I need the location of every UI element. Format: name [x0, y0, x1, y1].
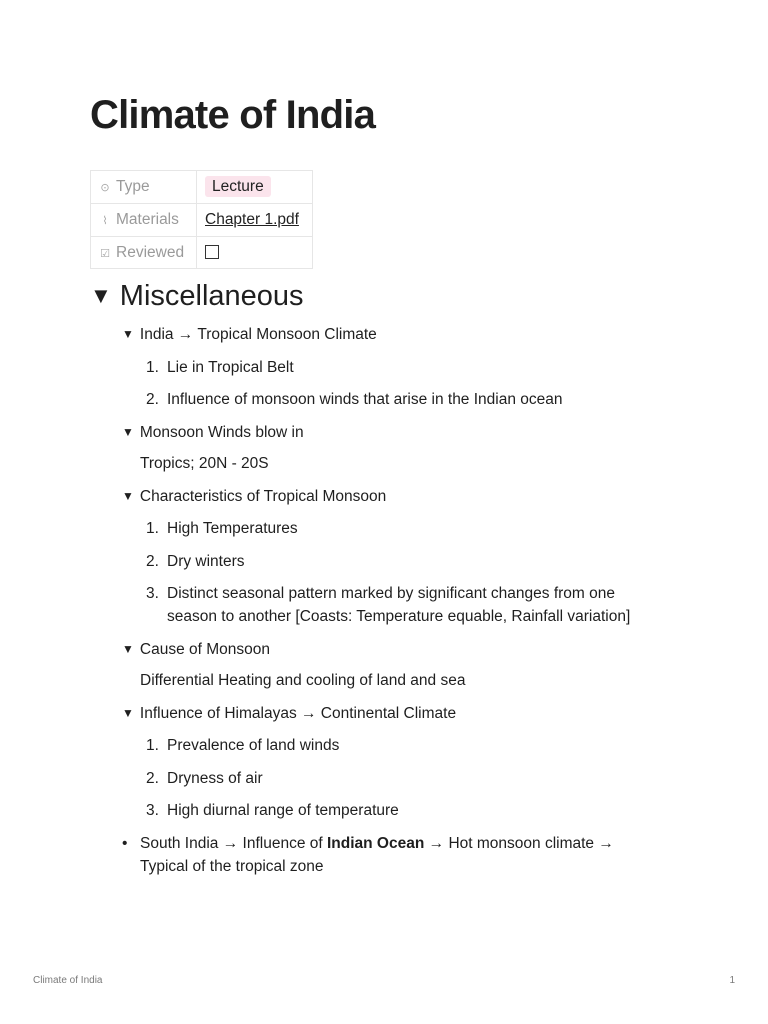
- checkbox-icon: ☑: [100, 247, 110, 260]
- toggle-item[interactable]: [122, 702, 456, 726]
- toggle-label: Monsoon Winds blow in: [139, 424, 304, 441]
- list-item-text: Influence of monsoon winds that arise in the Indian ocean: [167, 391, 563, 408]
- toggle-item[interactable]: [122, 485, 386, 509]
- toggle-item[interactable]: [122, 323, 377, 347]
- type-icon: ⊙: [100, 182, 110, 194]
- list-item-text: Distinct seasonal pattern marked by significant changes from one season to another [Coasts: Temperature equable, Rainfall variation]: [167, 585, 631, 625]
- bullet-text: → Hot monsoon climate → Typical of the tropical zone: [140, 835, 614, 875]
- list-item: 2. Dryness of air: [146, 770, 263, 787]
- materials-link[interactable]: Chapter 1.pdf: [205, 211, 299, 228]
- list-item-text: Dry winters: [167, 553, 245, 570]
- bullet-text: South India → Influence of: [140, 835, 327, 852]
- toggle-item[interactable]: [122, 421, 304, 445]
- triangle-down-icon: ▼: [122, 425, 134, 439]
- reviewed-checkbox[interactable]: [205, 245, 219, 259]
- property-label: Reviewed: [116, 243, 185, 261]
- section-heading: Miscellaneous: [119, 280, 304, 312]
- toggle-body: Differential Heating and cooling of land and sea: [140, 672, 466, 689]
- triangle-down-icon: ▼: [122, 327, 134, 341]
- property-materials: [91, 204, 197, 237]
- properties-table: [90, 170, 313, 269]
- bullet-bold-text: Indian Ocean: [326, 835, 425, 852]
- type-badge[interactable]: Lecture: [205, 176, 271, 197]
- page-number: 1: [729, 975, 735, 986]
- paperclip-icon: ⌇: [102, 215, 108, 227]
- bullet-dot: •: [122, 835, 128, 852]
- list-item-text: Lie in Tropical Belt: [167, 359, 294, 376]
- toggle-label: Cause of Monsoon: [139, 641, 270, 658]
- toggle-label: Characteristics of Tropical Monsoon: [139, 488, 387, 505]
- list-item: 2. Dry winters: [146, 553, 245, 570]
- list-item: 3. Distinct seasonal pattern marked by significant changes from one season to another [Coasts: Temperature equable, Rainfall variation]: [146, 582, 646, 628]
- list-item: 1. Lie in Tropical Belt: [146, 359, 294, 376]
- footer-title: Climate of India: [33, 975, 103, 986]
- property-type: [91, 171, 197, 204]
- toggle-item[interactable]: [122, 638, 270, 662]
- list-item-text: Prevalence of land winds: [167, 737, 340, 754]
- toggle-label: India → Tropical Monsoon Climate: [139, 326, 377, 343]
- list-item: 3. High diurnal range of temperature: [146, 802, 399, 819]
- list-item-text: High Temperatures: [167, 520, 298, 537]
- triangle-down-icon: ▼: [122, 706, 134, 720]
- list-item: 1. High Temperatures: [146, 520, 298, 537]
- section-toggle-miscellaneous[interactable]: [90, 278, 304, 316]
- property-label: Type: [116, 178, 150, 195]
- triangle-down-icon: ▼: [90, 283, 112, 308]
- property-reviewed: [91, 237, 197, 269]
- toggle-label: Influence of Himalayas → Continental Climate: [139, 705, 457, 722]
- list-item-text: High diurnal range of temperature: [167, 802, 399, 819]
- property-label: Materials: [116, 211, 179, 228]
- triangle-down-icon: ▼: [122, 642, 134, 656]
- toggle-body: Tropics; 20N - 20S: [140, 455, 269, 472]
- list-item: 1. Prevalence of land winds: [146, 737, 340, 754]
- list-item: 2. Influence of monsoon winds that arise in the Indian ocean: [146, 391, 563, 408]
- bullet-item: [140, 832, 660, 878]
- list-item-text: Dryness of air: [167, 770, 263, 787]
- triangle-down-icon: ▼: [122, 489, 134, 503]
- page-title: Climate of India: [90, 93, 376, 137]
